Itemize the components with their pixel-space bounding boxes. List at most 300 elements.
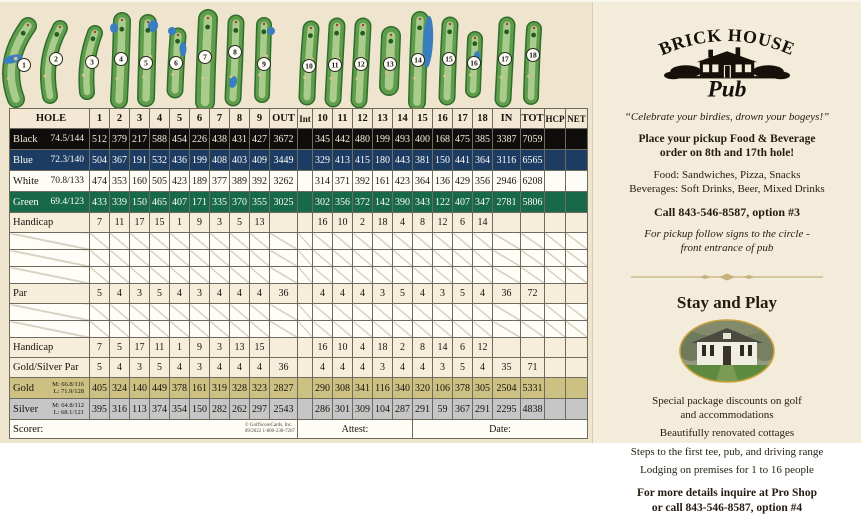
score-cell: 3 bbox=[190, 284, 210, 304]
score-cell: 1 bbox=[170, 338, 190, 358]
score-cell: 4838 bbox=[521, 399, 545, 420]
col-header-11: 11 bbox=[333, 109, 353, 129]
col-header-7: 7 bbox=[210, 109, 230, 129]
score-cell: 301 bbox=[333, 399, 353, 420]
score-cell bbox=[545, 213, 566, 233]
score-cell: 475 bbox=[453, 129, 473, 150]
score-cell: 454 bbox=[170, 129, 190, 150]
score-cell: 588 bbox=[150, 129, 170, 150]
score-cell bbox=[150, 304, 170, 321]
score-cell: 59 bbox=[433, 399, 453, 420]
score-cell: 15 bbox=[250, 338, 270, 358]
score-cell bbox=[270, 267, 298, 284]
score-cell bbox=[130, 250, 150, 267]
score-cell bbox=[130, 267, 150, 284]
score-cell bbox=[566, 358, 588, 378]
score-cell: 17 bbox=[130, 338, 150, 358]
hole-diagram-4 bbox=[110, 19, 128, 100]
hole-number-badge bbox=[468, 57, 481, 70]
green-icon bbox=[334, 31, 339, 36]
score-cell bbox=[521, 213, 545, 233]
score-cell bbox=[413, 304, 433, 321]
hole-diagram-1 bbox=[2, 24, 30, 99]
bunker-icon bbox=[142, 75, 145, 78]
score-cell: 5 bbox=[150, 358, 170, 378]
phone-call-option3: Call 843-546-8587, option #3 bbox=[653, 205, 800, 220]
hole-number-badge bbox=[384, 58, 397, 71]
tagline: “Celebrate your birdies, drown your bogeys!” bbox=[624, 111, 830, 123]
score-cell: 72 bbox=[521, 284, 545, 304]
score-cell: 395 bbox=[90, 399, 110, 420]
score-cell bbox=[250, 304, 270, 321]
svg-text:16: 16 bbox=[470, 58, 478, 68]
tee-marker-icon bbox=[94, 31, 96, 33]
score-cell bbox=[566, 171, 588, 192]
table-row-white bbox=[10, 171, 588, 192]
score-cell: 6 bbox=[453, 338, 473, 358]
score-cell: 16 bbox=[313, 338, 333, 358]
bunker-icon bbox=[469, 73, 472, 76]
svg-text:12: 12 bbox=[357, 59, 365, 69]
score-cell: 4 bbox=[210, 284, 230, 304]
score-cell bbox=[333, 304, 353, 321]
score-cell: 465 bbox=[150, 192, 170, 213]
score-cell: 355 bbox=[250, 192, 270, 213]
score-cell bbox=[190, 304, 210, 321]
score-cell bbox=[130, 304, 150, 321]
score-cell: 282 bbox=[210, 399, 230, 420]
score-cell bbox=[250, 267, 270, 284]
hole-number-badge bbox=[199, 51, 212, 64]
col-header-1: 1 bbox=[90, 109, 110, 129]
score-cell: 367 bbox=[110, 150, 130, 171]
row-label bbox=[10, 267, 90, 284]
score-cell: 436 bbox=[170, 150, 190, 171]
score-cell: 9 bbox=[190, 338, 210, 358]
stay-and-play-title: Stay and Play bbox=[676, 292, 778, 312]
score-cell: 371 bbox=[333, 171, 353, 192]
score-cell bbox=[545, 358, 566, 378]
col-header-10: 10 bbox=[313, 109, 333, 129]
score-cell: 356 bbox=[333, 192, 353, 213]
score-cell bbox=[190, 250, 210, 267]
svg-text:14: 14 bbox=[414, 55, 422, 65]
score-cell bbox=[521, 250, 545, 267]
score-cell: 150 bbox=[130, 192, 150, 213]
green-icon bbox=[205, 25, 210, 30]
svg-text:17: 17 bbox=[501, 54, 509, 64]
score-cell bbox=[393, 233, 413, 250]
score-cell: 2 bbox=[353, 213, 373, 233]
score-cell bbox=[230, 304, 250, 321]
score-cell: 4 bbox=[250, 284, 270, 304]
green-icon bbox=[91, 36, 96, 41]
score-cell bbox=[566, 378, 588, 399]
bunker-icon bbox=[385, 71, 388, 74]
pro-shop-contact: For more details inquire at Pro Shop or call 843-546-8587, option #4 bbox=[637, 487, 817, 515]
score-cell: 409 bbox=[250, 150, 270, 171]
score-cell bbox=[453, 233, 473, 250]
hole-diagram-16 bbox=[468, 37, 481, 90]
score-cell bbox=[453, 321, 473, 338]
score-cell bbox=[545, 192, 566, 213]
svg-text:6: 6 bbox=[174, 58, 178, 68]
score-cell: 36 bbox=[270, 358, 298, 378]
score-cell bbox=[545, 233, 566, 250]
bunker-icon bbox=[258, 73, 261, 76]
col-header-14: 14 bbox=[393, 109, 413, 129]
row-label: Par bbox=[10, 284, 90, 304]
score-cell bbox=[521, 338, 545, 358]
score-cell: 379 bbox=[110, 129, 130, 150]
score-cell: 3 bbox=[433, 284, 453, 304]
score-cell bbox=[353, 321, 373, 338]
score-cell: 3116 bbox=[493, 150, 521, 171]
table-row-blank bbox=[10, 304, 588, 321]
score-cell: 10 bbox=[333, 213, 353, 233]
score-cell: 291 bbox=[413, 399, 433, 420]
score-cell: 314 bbox=[313, 171, 333, 192]
score-cell bbox=[270, 233, 298, 250]
row-label: Silver M: 64.8/112 L: 68.1/121 bbox=[10, 399, 90, 420]
bunker-icon bbox=[116, 77, 119, 80]
water-hazard-icon bbox=[267, 27, 275, 35]
score-cell bbox=[433, 233, 453, 250]
score-cell: 136 bbox=[433, 171, 453, 192]
score-cell: 474 bbox=[90, 171, 110, 192]
score-cell: 4 bbox=[313, 358, 333, 378]
food-beverage-list: Food: Sandwiches, Pizza, Snacks Beverages: Soft Drinks, Beer, Mixed Drinks bbox=[629, 168, 825, 195]
score-cell bbox=[313, 321, 333, 338]
score-cell: 142 bbox=[373, 192, 393, 213]
tee-marker-icon bbox=[449, 23, 451, 25]
score-cell: 262 bbox=[230, 399, 250, 420]
hole-diagram-3 bbox=[82, 31, 99, 92]
scorecard-table bbox=[9, 108, 588, 439]
hole-number-badge bbox=[229, 46, 242, 59]
col-header-12: 12 bbox=[353, 109, 373, 129]
score-cell bbox=[110, 250, 130, 267]
score-cell bbox=[433, 267, 453, 284]
score-cell: 4 bbox=[210, 358, 230, 378]
score-cell bbox=[210, 250, 230, 267]
score-cell: 512 bbox=[90, 129, 110, 150]
svg-text:10: 10 bbox=[305, 61, 313, 71]
score-cell bbox=[270, 304, 298, 321]
score-cell: 449 bbox=[150, 378, 170, 399]
bunker-icon bbox=[500, 76, 503, 79]
score-cell: 8 bbox=[413, 213, 433, 233]
row-label bbox=[10, 233, 90, 250]
score-cell bbox=[150, 267, 170, 284]
score-cell: 372 bbox=[353, 192, 373, 213]
tee-marker-icon bbox=[263, 23, 265, 25]
col-header-15: 15 bbox=[413, 109, 433, 129]
score-cell bbox=[110, 321, 130, 338]
score-cell bbox=[110, 267, 130, 284]
score-cell bbox=[433, 321, 453, 338]
score-cell: 3 bbox=[210, 213, 230, 233]
score-cell: 17 bbox=[130, 213, 150, 233]
score-cell: 345 bbox=[313, 129, 333, 150]
score-cell bbox=[170, 250, 190, 267]
score-cell bbox=[545, 284, 566, 304]
score-cell bbox=[545, 378, 566, 399]
score-cell: 308 bbox=[333, 378, 353, 399]
score-cell: 343 bbox=[413, 192, 433, 213]
score-cell bbox=[393, 304, 413, 321]
score-cell: 389 bbox=[230, 171, 250, 192]
score-cell bbox=[130, 321, 150, 338]
tee-marker-icon bbox=[390, 34, 392, 36]
score-cell: 4 bbox=[230, 358, 250, 378]
score-cell: 4 bbox=[393, 358, 413, 378]
score-cell: 5 bbox=[453, 358, 473, 378]
pickup-directions: For pickup follow signs to the circle - front entrance of pub bbox=[644, 228, 810, 254]
hole-diagram-13 bbox=[384, 34, 397, 86]
score-cell: 226 bbox=[190, 129, 210, 150]
score-cell bbox=[566, 284, 588, 304]
score-cell: 339 bbox=[110, 192, 130, 213]
score-cell: 297 bbox=[250, 399, 270, 420]
table-row-par bbox=[10, 284, 588, 304]
svg-text:7: 7 bbox=[203, 52, 207, 62]
hole-number-badge bbox=[412, 54, 425, 67]
score-cell: 367 bbox=[453, 399, 473, 420]
col-header-4: 4 bbox=[150, 109, 170, 129]
score-cell: 493 bbox=[393, 129, 413, 150]
score-cell bbox=[413, 250, 433, 267]
score-cell bbox=[493, 338, 521, 358]
hole-diagram-2 bbox=[43, 26, 62, 96]
score-cell: 407 bbox=[170, 192, 190, 213]
score-cell: 443 bbox=[393, 150, 413, 171]
col-header-13: 13 bbox=[373, 109, 393, 129]
bunker-icon bbox=[7, 77, 10, 80]
col-header-16: 16 bbox=[433, 109, 453, 129]
score-cell bbox=[170, 321, 190, 338]
stay-benefits: Special package discounts on golf and accommodations Beautifully renovated cottages Steps to the first tee, pub, and driving range Lodging on premises for 1 to 16 people bbox=[630, 394, 824, 476]
col-header-IN: IN bbox=[493, 109, 521, 129]
score-cell bbox=[210, 233, 230, 250]
hole-number-badge bbox=[355, 58, 368, 71]
bunker-icon bbox=[171, 73, 174, 76]
score-cell: 320 bbox=[413, 378, 433, 399]
score-cell bbox=[298, 250, 313, 267]
score-cell: 3 bbox=[373, 358, 393, 378]
score-cell: 191 bbox=[130, 150, 150, 171]
score-cell: 4 bbox=[230, 284, 250, 304]
score-cell: 423 bbox=[170, 171, 190, 192]
score-cell bbox=[521, 233, 545, 250]
score-cell: 407 bbox=[453, 192, 473, 213]
score-cell bbox=[170, 233, 190, 250]
bunker-icon bbox=[527, 75, 530, 78]
hole-diagram-10 bbox=[303, 27, 316, 97]
score-cell: 6 bbox=[453, 213, 473, 233]
score-cell: 324 bbox=[110, 378, 130, 399]
score-cell bbox=[150, 321, 170, 338]
score-cell: 5 bbox=[393, 284, 413, 304]
score-cell bbox=[545, 150, 566, 171]
logo-arched-text: BRICK HOUSE bbox=[655, 24, 799, 60]
score-cell: 3672 bbox=[270, 129, 298, 150]
score-cell bbox=[493, 213, 521, 233]
green-icon bbox=[21, 31, 26, 36]
score-cell: 4 bbox=[333, 284, 353, 304]
score-cell: 370 bbox=[230, 192, 250, 213]
tee-marker-icon bbox=[121, 19, 123, 21]
score-cell bbox=[110, 233, 130, 250]
score-cell: 2504 bbox=[493, 378, 521, 399]
score-cell: 415 bbox=[353, 150, 373, 171]
score-cell bbox=[298, 399, 313, 420]
score-cell bbox=[210, 321, 230, 338]
table-row-blank bbox=[10, 321, 588, 338]
score-cell: 6565 bbox=[521, 150, 545, 171]
score-cell bbox=[298, 284, 313, 304]
bunker-icon bbox=[413, 77, 416, 80]
cottage-photo bbox=[593, 317, 861, 390]
row-label: Gold/Silver Par bbox=[10, 358, 90, 378]
score-cell: 12 bbox=[433, 213, 453, 233]
score-cell: 5 bbox=[90, 284, 110, 304]
svg-text:4: 4 bbox=[119, 54, 123, 64]
col-header-HCP: HCP bbox=[545, 109, 566, 129]
score-cell: 2781 bbox=[493, 192, 521, 213]
score-cell bbox=[566, 129, 588, 150]
score-cell bbox=[373, 233, 393, 250]
score-cell: 408 bbox=[210, 150, 230, 171]
score-cell: 161 bbox=[190, 378, 210, 399]
score-cell: 14 bbox=[473, 213, 493, 233]
scorer-row bbox=[10, 420, 588, 439]
table-row-handicap bbox=[10, 213, 588, 233]
col-header-5: 5 bbox=[170, 109, 190, 129]
score-cell: 413 bbox=[333, 150, 353, 171]
row-label: Black 74.5/144 bbox=[10, 129, 90, 150]
hole-diagram-5 bbox=[140, 19, 160, 98]
score-cell: 7 bbox=[90, 213, 110, 233]
score-cell: 15 bbox=[150, 213, 170, 233]
score-cell: 5 bbox=[150, 284, 170, 304]
score-cell bbox=[298, 267, 313, 284]
score-cell: 4 bbox=[473, 358, 493, 378]
score-cell bbox=[270, 213, 298, 233]
svg-text:5: 5 bbox=[144, 58, 148, 68]
bunker-icon bbox=[14, 57, 18, 61]
bunker-icon bbox=[230, 75, 233, 78]
tee-marker-icon bbox=[336, 24, 338, 26]
score-cell bbox=[90, 233, 110, 250]
col-header-2: 2 bbox=[110, 109, 130, 129]
score-cell bbox=[90, 321, 110, 338]
score-cell bbox=[298, 150, 313, 171]
score-cell: 385 bbox=[473, 129, 493, 150]
score-cell bbox=[230, 267, 250, 284]
hole-diagram-15 bbox=[443, 23, 456, 97]
tee-marker-icon bbox=[362, 24, 364, 26]
brick-house-pub-logo bbox=[593, 16, 861, 107]
col-header-OUT: OUT bbox=[270, 109, 298, 129]
green-icon bbox=[531, 33, 536, 38]
score-cell bbox=[353, 250, 373, 267]
score-cell bbox=[250, 233, 270, 250]
score-cell bbox=[545, 267, 566, 284]
score-cell bbox=[493, 304, 521, 321]
score-cell bbox=[250, 321, 270, 338]
score-cell bbox=[413, 267, 433, 284]
pub-logo-icon bbox=[622, 16, 832, 102]
tee-marker-icon bbox=[419, 18, 421, 20]
score-cell bbox=[353, 304, 373, 321]
divider-flourish-icon bbox=[593, 268, 861, 286]
score-cell bbox=[566, 304, 588, 321]
score-cell bbox=[566, 192, 588, 213]
tee-marker-icon bbox=[533, 27, 535, 29]
bunker-icon bbox=[82, 74, 85, 77]
score-cell: 4 bbox=[110, 284, 130, 304]
col-header-8: 8 bbox=[230, 109, 250, 129]
score-cell: 4 bbox=[170, 284, 190, 304]
score-cell bbox=[230, 250, 250, 267]
score-cell: 364 bbox=[413, 171, 433, 192]
score-cell bbox=[545, 171, 566, 192]
score-cell: 5806 bbox=[521, 192, 545, 213]
score-cell: 405 bbox=[90, 378, 110, 399]
score-cell: 7059 bbox=[521, 129, 545, 150]
score-cell: 35 bbox=[493, 358, 521, 378]
score-cell bbox=[393, 267, 413, 284]
score-cell: 5 bbox=[90, 358, 110, 378]
score-cell: 5 bbox=[110, 338, 130, 358]
score-cell: 4 bbox=[110, 358, 130, 378]
hole-number-badge bbox=[443, 53, 456, 66]
score-cell bbox=[493, 250, 521, 267]
score-cell bbox=[90, 267, 110, 284]
hole-diagram-11 bbox=[329, 24, 342, 99]
score-cell: 3 bbox=[130, 284, 150, 304]
row-label: Handicap bbox=[10, 338, 90, 358]
hole-number-badge bbox=[170, 57, 183, 70]
green-icon bbox=[233, 28, 238, 33]
score-cell bbox=[566, 267, 588, 284]
score-cell bbox=[453, 250, 473, 267]
tee-marker-icon bbox=[310, 27, 312, 29]
score-cell: 1 bbox=[170, 213, 190, 233]
score-cell: 11 bbox=[150, 338, 170, 358]
svg-text:15: 15 bbox=[445, 54, 453, 64]
score-cell: 532 bbox=[150, 150, 170, 171]
score-cell: 199 bbox=[373, 129, 393, 150]
score-cell: 431 bbox=[230, 129, 250, 150]
green-icon bbox=[472, 41, 477, 46]
tee-marker-icon bbox=[235, 21, 237, 23]
score-cell: 3449 bbox=[270, 150, 298, 171]
col-header-17: 17 bbox=[453, 109, 473, 129]
date-cell: Date: bbox=[413, 420, 588, 439]
tee-marker-icon bbox=[59, 26, 61, 28]
hole-diagram-14 bbox=[412, 16, 435, 102]
attest-cell: Attest: bbox=[298, 420, 413, 439]
score-cell bbox=[298, 192, 313, 213]
row-label: Blue 72.3/140 bbox=[10, 150, 90, 171]
score-cell: 106 bbox=[433, 378, 453, 399]
green-icon bbox=[504, 29, 509, 34]
score-cell bbox=[566, 150, 588, 171]
scorecard-panel bbox=[0, 2, 592, 443]
score-cell bbox=[190, 321, 210, 338]
